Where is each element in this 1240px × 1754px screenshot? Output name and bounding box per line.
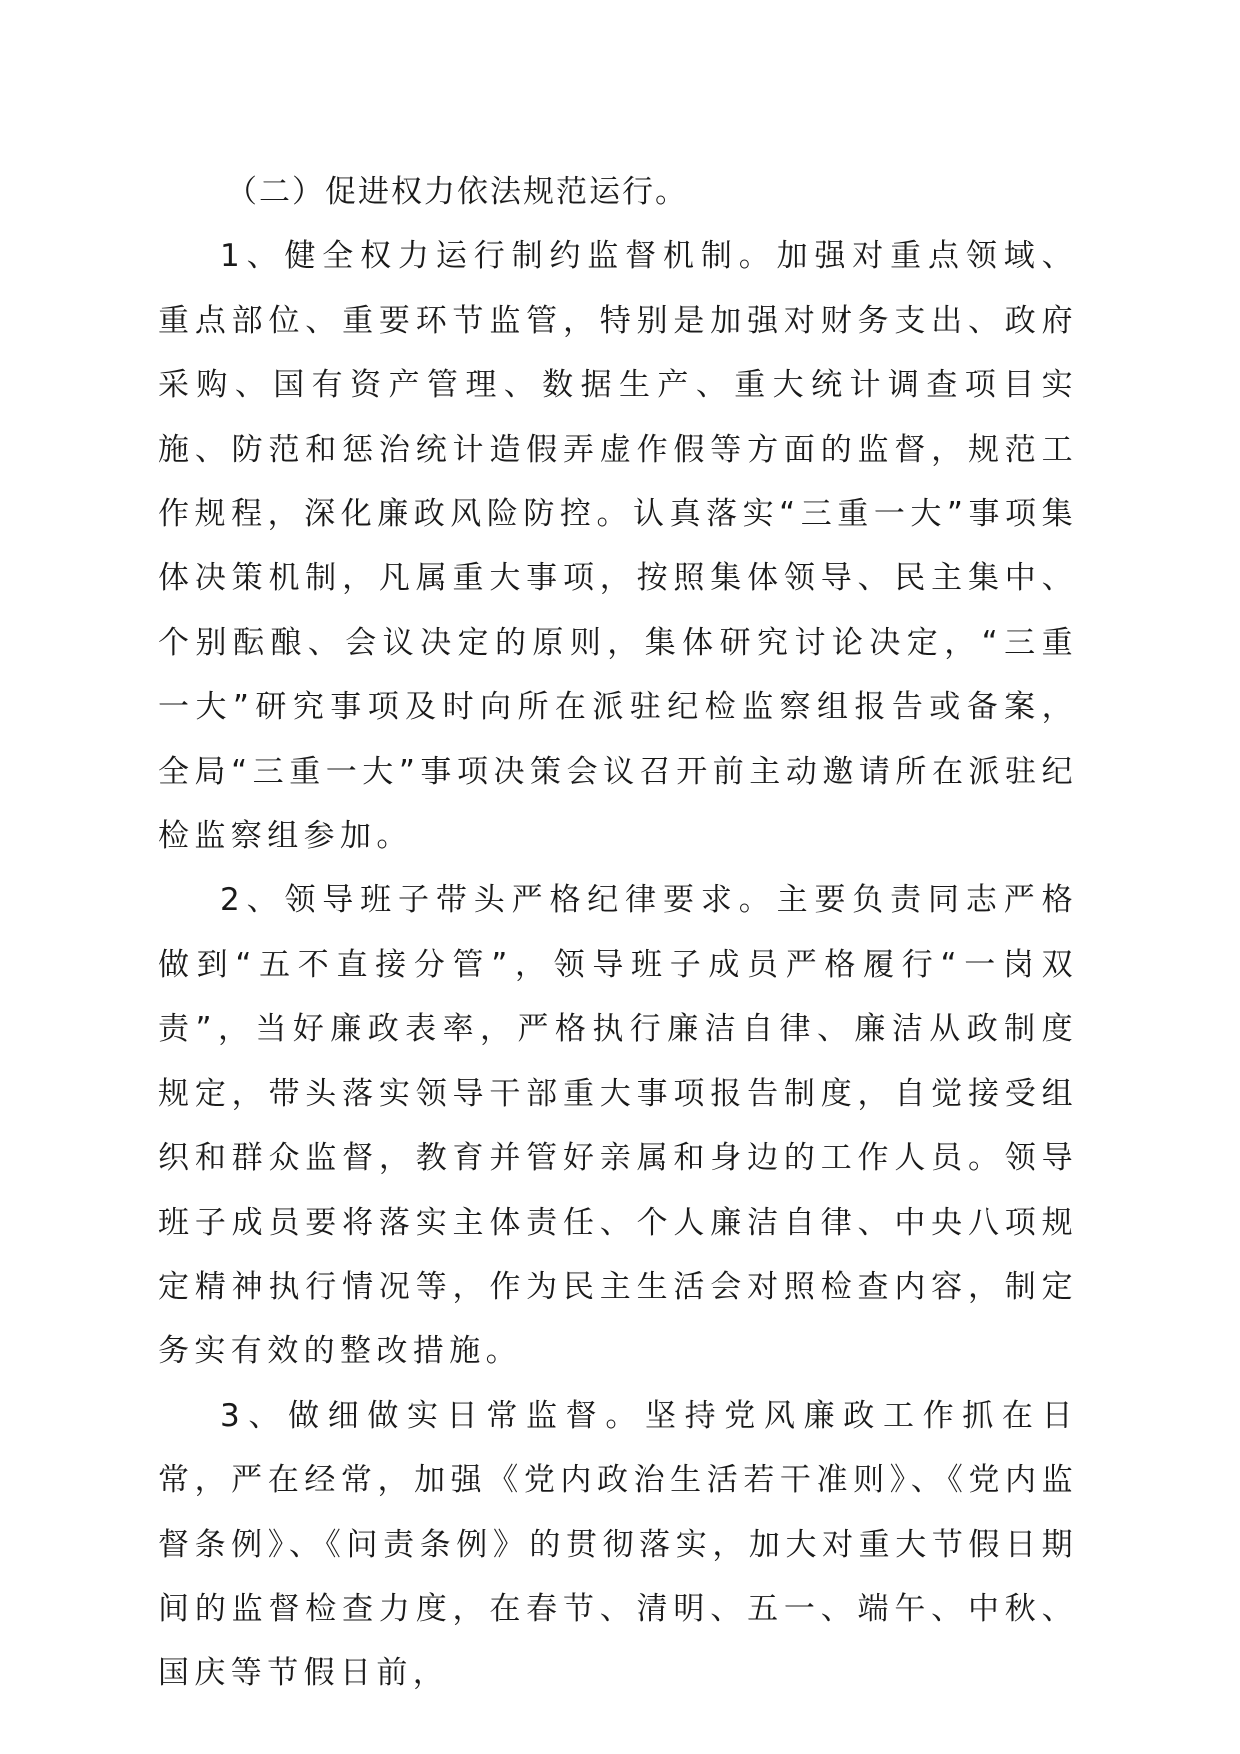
paragraph-2: 2、领导班子带头严格纪律要求。主要负责同志严格做到“五不直接分管”，领导班子成员严格履行“一岗双责”，当好廉政表率，严格执行廉洁自律、廉洁从政制度规定，带头落实领导干部重大事项报告制度，自觉接受组织和群众监督，教育并管好亲属和身边的工作人员。领导班子成员要将落实主体责任、个人廉洁自律、中央八项规定精神执行情况等，作为民主生活会对照检查内容，制定务实有效的整改措施。: [158, 882, 1078, 1370]
paragraph-3: 3、做细做实日常监督。坚持党风廉政工作抓在日常，严在经常，加强《党内政治生活若干准则》、《党内监督条例》、《问责条例》的贯彻落实，加大对重大节假日期间的监督检查力度，在春节、清明、五一、端午、中秋、国庆等节假日前，: [158, 1397, 1078, 1692]
paragraph-1: 1、健全权力运行制约监督机制。加强对重点领域、重点部位、重要环节监管，特别是加强对财务支出、政府采购、国有资产管理、数据生产、重大统计调查项目实施、防范和惩治统计造假弄虚作假等方面的监督，规范工作规程，深化廉政风险防控。认真落实“三重一大”事项集体决策机制，凡属重大事项，按照集体领导、民主集中、个别酝酿、会议决定的原则，集体研究讨论决定，“三重一大”研究事项及时向所在派驻纪检监察组报告或备案，全局“三重一大”事项决策会议召开前主动邀请所在派驻纪检监察组参加。: [158, 238, 1078, 855]
document-body: [158, 160, 1078, 1706]
section-heading: （二）促进权力依法规范运行。: [226, 174, 688, 210]
